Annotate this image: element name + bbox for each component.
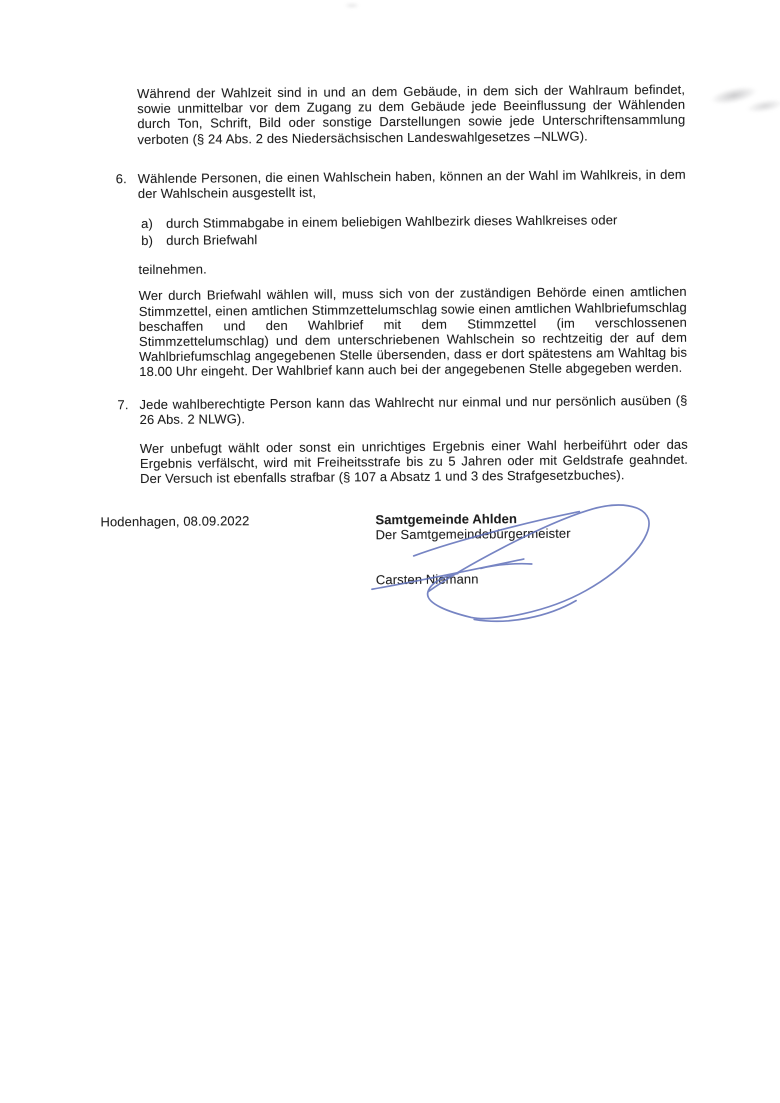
signer-role: Der Samtgemeindebürgermeister bbox=[375, 525, 571, 543]
signature-block bbox=[100, 509, 689, 589]
intro-paragraph: Während der Wahlzeit sind in und an dem Gebäude, in dem sich der Wahlraum befindet, sowie unmittelbar vor dem Zugang zu dem Gebäude jede Beeinflussung der Wählenden durch Ton, Schrift, Bild oder sonstige Darstellungen sowie jede Unterschriftensammlung verboten (§ 24 Abs. 2 des Niedersächsischen Landeswahlgesetzes –NLWG). bbox=[137, 81, 686, 147]
item-6-lead: Wählende Personen, die einen Wahlschein haben, können an der Wahl im Wahlkreis, in dem der Wahlschein ausgestellt ist, bbox=[137, 166, 686, 202]
list-item-body bbox=[139, 392, 688, 486]
place-date: Hodenhagen, 08.09.2022 bbox=[100, 512, 250, 530]
option-marker: a) bbox=[141, 216, 153, 232]
signature-column bbox=[375, 509, 689, 587]
item-6-options bbox=[141, 211, 686, 249]
option-text: durch Briefwahl bbox=[166, 232, 258, 249]
scan-smudge bbox=[344, 2, 360, 9]
signer-name: Carsten Niemann bbox=[375, 571, 479, 587]
item-7-paragraph: Wer unbefugt wählt oder sonst ein unrichtiges Ergebnis einer Wahl herbeiführt oder das Ergebnis verfälscht, wird mit Freiheitsstrafe bis zu 5 Jahren oder mit Geldstrafe geahndet. Der Versuch ist ebenfalls strafbar (§ 107 a Absatz 1 und 3 des Strafgesetzbuches). bbox=[139, 436, 689, 487]
list-item-7 bbox=[117, 392, 688, 486]
option-marker: b) bbox=[141, 233, 154, 249]
option-text: durch Stimmabgabe in einem beliebigen Wahlbezirk dieses Wahlkreises oder bbox=[166, 212, 618, 232]
item-6-closing: teilnehmen. bbox=[138, 261, 207, 278]
list-item-number: 7. bbox=[117, 396, 129, 412]
option-b bbox=[141, 228, 686, 249]
scan-smudge bbox=[745, 97, 780, 115]
item-7-lead: Jede wahlberechtigte Person kann das Wahlrecht nur einmal und nur persönlich ausüben (§ 26 Abs. 2 NLWG). bbox=[139, 392, 688, 427]
list-item-6 bbox=[116, 167, 688, 380]
list-item-body bbox=[138, 167, 688, 380]
organization-name: Samtgemeinde Ahlden bbox=[375, 510, 518, 527]
list-item-number: 6. bbox=[115, 170, 127, 187]
document-body bbox=[100, 81, 689, 590]
item-6-paragraph: Wer durch Briefwahl wählen will, muss sich von der zuständigen Behörde einen amtlichen Stimmzettel, einen amtlichen Stimmzettelumschlag sowie einen amtlichen Wahlbriefumschlag beschaffen und den Wahlbrief mit dem Stimmzettel (im verschlossenen Stimmzettelumschlag) und dem unterschriebenen Wahlschein so rechtzeitig der auf dem Wahlbriefumschlag angegebenen Stelle übersenden, dass er dort spätestens am Wahltag bis 18.00 Uhr eingeht. Der Wahlbrief kann auch bei der angegebenen Stelle abgegeben werden. bbox=[138, 284, 688, 380]
